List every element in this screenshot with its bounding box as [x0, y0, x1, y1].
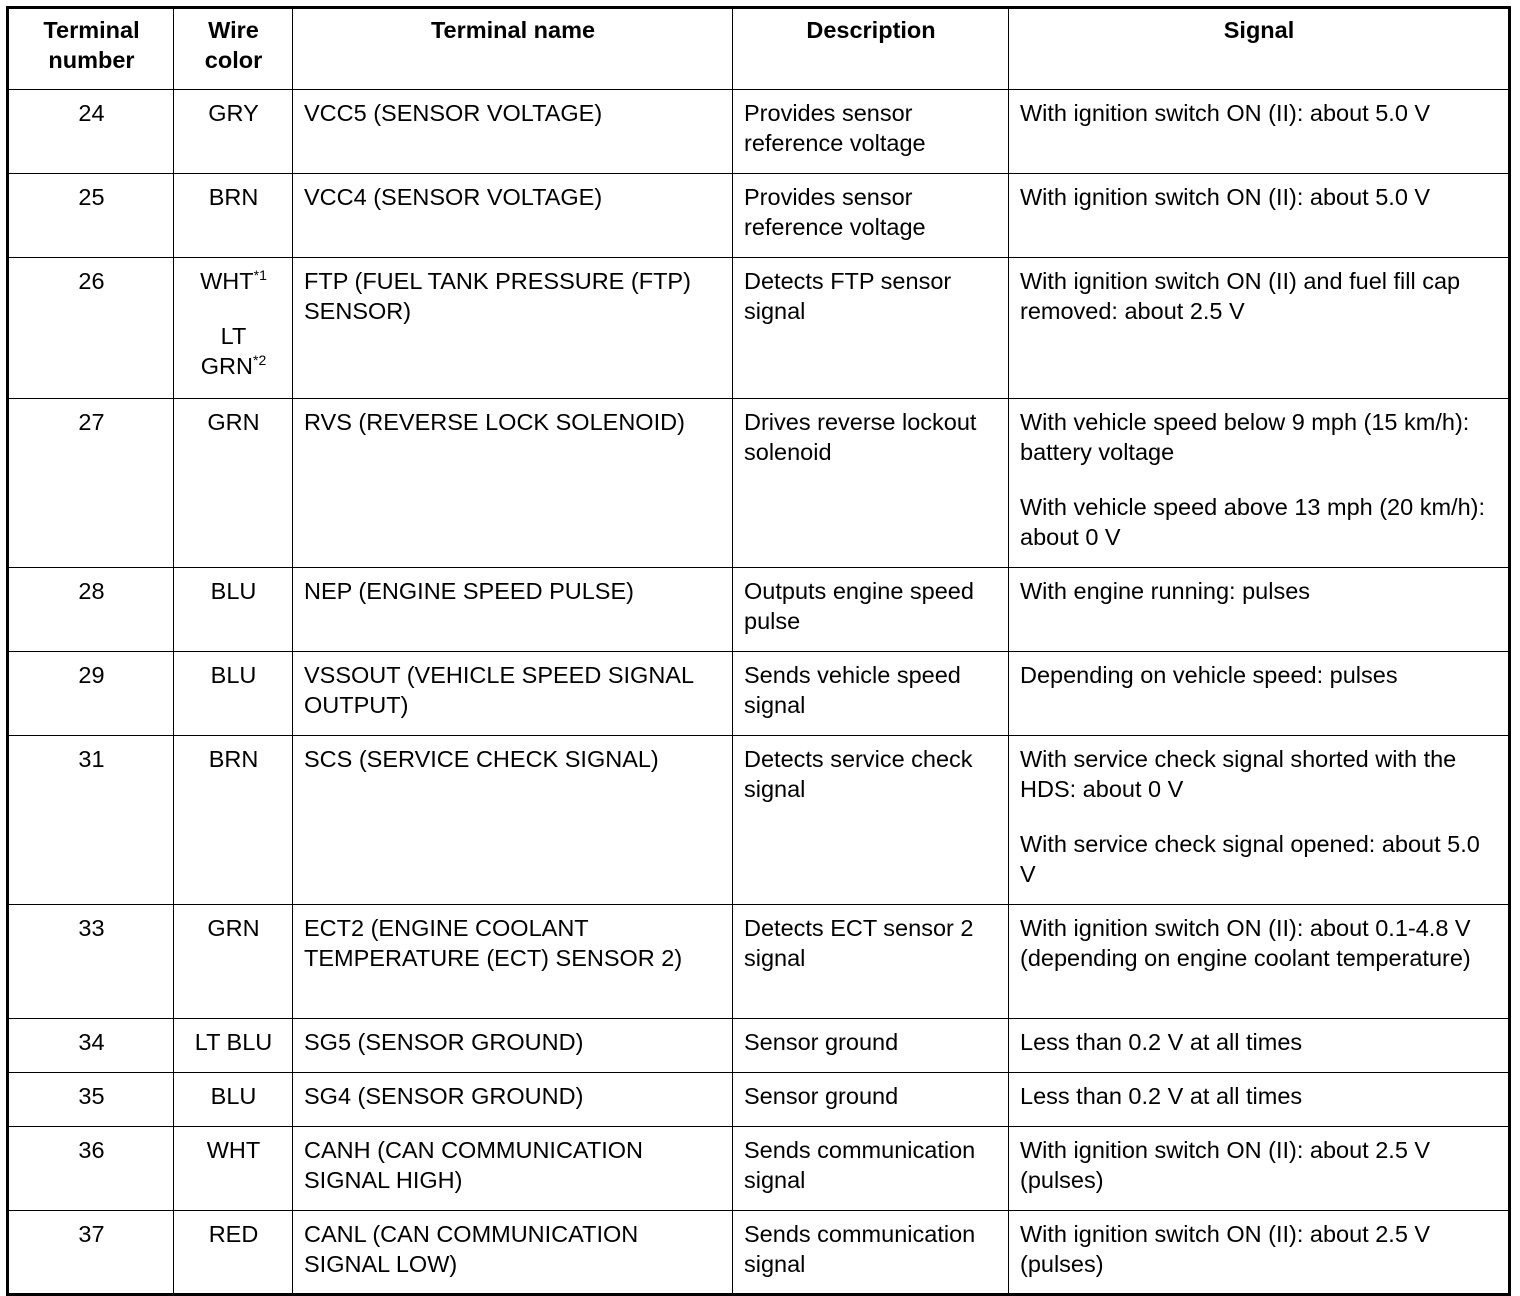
signal-cell	[1009, 1211, 1510, 1295]
table-row	[8, 399, 1510, 568]
table-row	[8, 174, 1510, 258]
signal-paragraph: With ignition switch ON (II): about 5.0 V	[1020, 100, 1431, 126]
terminal-name-cell: VSSOUT (VEHICLE SPEED SIGNAL OUTPUT)	[293, 652, 733, 736]
wire-color-text: RED	[208, 1221, 259, 1247]
header-description: Description	[733, 8, 1009, 90]
terminal-name-cell: SG5 (SENSOR GROUND)	[293, 1019, 733, 1073]
terminal-number-cell: 33	[8, 905, 174, 1019]
wire-color-value	[185, 1081, 282, 1111]
terminal-number-cell: 35	[8, 1073, 174, 1127]
wire-color-value	[185, 321, 282, 381]
wire-color-text: GRY	[208, 100, 259, 126]
signal-cell	[1009, 736, 1510, 905]
signal-cell	[1009, 1073, 1510, 1127]
wire-color-cell	[174, 1073, 293, 1127]
terminal-number-cell: 24	[8, 90, 174, 174]
signal-paragraph: With ignition switch ON (II): about 5.0 V	[1020, 184, 1431, 210]
signal-paragraph: With ignition switch ON (II): about 0.1-4.8 V (depending on engine coolant temperature)	[1020, 915, 1471, 971]
wire-footnote-marker: *1	[253, 267, 267, 283]
signal-cell	[1009, 652, 1510, 736]
wire-color-value	[185, 660, 282, 690]
wire-color-cell	[174, 568, 293, 652]
terminal-name-cell: RVS (REVERSE LOCK SOLENOID)	[293, 399, 733, 568]
terminal-name-cell: FTP (FUEL TANK PRESSURE (FTP) SENSOR)	[293, 258, 733, 399]
terminal-number-cell: 26	[8, 258, 174, 399]
terminal-number-cell: 37	[8, 1211, 174, 1295]
terminal-table-container	[6, 6, 1508, 1296]
terminal-number-cell: 27	[8, 399, 174, 568]
wire-color-value	[185, 1027, 282, 1057]
description-cell: Sensor ground	[733, 1019, 1009, 1073]
signal-paragraph: Less than 0.2 V at all times	[1020, 1083, 1303, 1109]
wire-color-cell	[174, 1211, 293, 1295]
table-row	[8, 652, 1510, 736]
table-row	[8, 568, 1510, 652]
terminal-number-cell: 34	[8, 1019, 174, 1073]
wire-color-text: BRN	[208, 184, 259, 210]
header-terminal-name: Terminal name	[293, 8, 733, 90]
wire-color-cell	[174, 258, 293, 399]
table-row	[8, 1019, 1510, 1073]
description-cell: Sends communication signal	[733, 1127, 1009, 1211]
wire-color-value	[185, 576, 282, 606]
wire-color-text: WHT	[200, 268, 254, 294]
description-cell: Detects service check signal	[733, 736, 1009, 905]
signal-cell	[1009, 174, 1510, 258]
description-cell: Drives reverse lockout solenoid	[733, 399, 1009, 568]
table-body	[8, 90, 1510, 1295]
wire-color-cell	[174, 736, 293, 905]
terminal-name-cell: SCS (SERVICE CHECK SIGNAL)	[293, 736, 733, 905]
wire-color-value	[185, 1135, 282, 1165]
terminal-number-cell: 31	[8, 736, 174, 905]
description-cell: Provides sensor reference voltage	[733, 174, 1009, 258]
description-cell: Detects ECT sensor 2 signal	[733, 905, 1009, 1019]
wire-color-value	[185, 1219, 282, 1249]
terminal-name-cell: SG4 (SENSOR GROUND)	[293, 1073, 733, 1127]
description-cell: Sends communication signal	[733, 1211, 1009, 1295]
terminal-name-cell: VCC5 (SENSOR VOLTAGE)	[293, 90, 733, 174]
terminal-name-cell: ECT2 (ENGINE COOLANT TEMPERATURE (ECT) SENSOR 2)	[293, 905, 733, 1019]
wire-color-value	[185, 407, 282, 437]
terminal-table	[6, 6, 1511, 1296]
wire-color-cell	[174, 90, 293, 174]
wire-color-value	[185, 98, 282, 128]
signal-paragraph: With service check signal shorted with the HDS: about 0 V	[1020, 746, 1457, 802]
signal-cell	[1009, 1127, 1510, 1211]
signal-paragraph: Less than 0.2 V at all times	[1020, 1029, 1303, 1055]
signal-cell	[1009, 905, 1510, 1019]
description-cell: Detects FTP sensor signal	[733, 258, 1009, 399]
terminal-number-cell: 29	[8, 652, 174, 736]
signal-paragraph: With vehicle speed above 13 mph (20 km/h): about 0 V	[1020, 494, 1486, 550]
signal-cell	[1009, 399, 1510, 568]
wire-color-value	[185, 182, 282, 212]
header-wire-color: Wire color	[174, 8, 293, 90]
wire-color-value	[185, 266, 282, 296]
wire-color-value	[185, 913, 282, 943]
table-row	[8, 905, 1510, 1019]
terminal-name-cell: VCC4 (SENSOR VOLTAGE)	[293, 174, 733, 258]
signal-paragraph: With engine running: pulses	[1020, 578, 1311, 604]
description-cell: Provides sensor reference voltage	[733, 90, 1009, 174]
header-signal: Signal	[1009, 8, 1510, 90]
table-row	[8, 258, 1510, 399]
table-row	[8, 736, 1510, 905]
wire-color-cell	[174, 399, 293, 568]
signal-paragraph: With service check signal opened: about 5.0 V	[1020, 831, 1480, 887]
wire-color-cell	[174, 905, 293, 1019]
terminal-number-cell: 28	[8, 568, 174, 652]
signal-cell	[1009, 1019, 1510, 1073]
wire-color-text: BRN	[208, 746, 259, 772]
signal-cell	[1009, 568, 1510, 652]
wire-color-text: WHT	[206, 1137, 261, 1163]
header-row	[8, 8, 1510, 90]
signal-cell	[1009, 90, 1510, 174]
wire-color-text: BLU	[210, 662, 257, 688]
header-terminal-number: Terminal number	[8, 8, 174, 90]
description-cell: Sends vehicle speed signal	[733, 652, 1009, 736]
table-row	[8, 1127, 1510, 1211]
wire-color-value	[185, 744, 282, 774]
terminal-number-cell: 25	[8, 174, 174, 258]
table-row	[8, 1211, 1510, 1295]
terminal-number-cell: 36	[8, 1127, 174, 1211]
terminal-name-cell: CANH (CAN COMMUNICATION SIGNAL HIGH)	[293, 1127, 733, 1211]
wire-color-text: LT GRN	[200, 323, 253, 379]
wire-color-text: GRN	[207, 409, 260, 435]
wire-color-text: BLU	[210, 578, 257, 604]
wire-color-text: LT BLU	[194, 1029, 273, 1055]
table-row	[8, 90, 1510, 174]
wire-color-cell	[174, 652, 293, 736]
signal-paragraph: With ignition switch ON (II): about 2.5 V (pulses)	[1020, 1221, 1431, 1277]
wire-color-cell	[174, 1019, 293, 1073]
terminal-name-cell: CANL (CAN COMMUNICATION SIGNAL LOW)	[293, 1211, 733, 1295]
description-cell: Outputs engine speed pulse	[733, 568, 1009, 652]
signal-cell	[1009, 258, 1510, 399]
description-cell: Sensor ground	[733, 1073, 1009, 1127]
signal-paragraph: With ignition switch ON (II): about 2.5 V (pulses)	[1020, 1137, 1431, 1193]
wire-footnote-marker: *2	[253, 352, 267, 368]
table-row	[8, 1073, 1510, 1127]
terminal-name-cell: NEP (ENGINE SPEED PULSE)	[293, 568, 733, 652]
wire-color-cell	[174, 1127, 293, 1211]
wire-color-text: BLU	[210, 1083, 257, 1109]
wire-color-text: GRN	[207, 915, 260, 941]
wire-color-cell	[174, 174, 293, 258]
signal-paragraph: With ignition switch ON (II) and fuel fill cap removed: about 2.5 V	[1020, 268, 1461, 324]
signal-paragraph: With vehicle speed below 9 mph (15 km/h): battery voltage	[1020, 409, 1470, 465]
signal-paragraph: Depending on vehicle speed: pulses	[1020, 662, 1398, 688]
